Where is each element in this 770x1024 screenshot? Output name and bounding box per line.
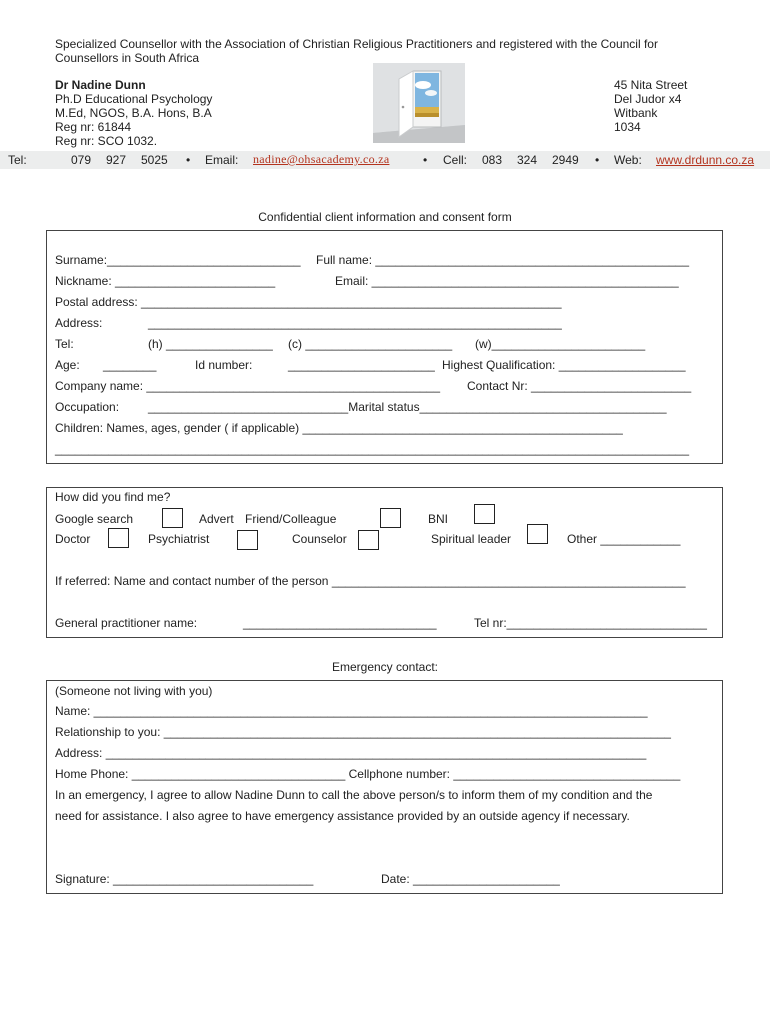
occupation-label: Occupation: <box>55 400 120 414</box>
tel-part-3: 5025 <box>141 153 168 167</box>
option-bni: BNI <box>428 512 449 526</box>
gp-name-field[interactable]: _____________________________ <box>243 616 437 630</box>
option-counselor: Counselor <box>292 532 347 546</box>
cell-label: Cell: <box>443 153 468 167</box>
nickname-field[interactable]: Nickname: ________________________ <box>55 274 276 288</box>
tel-label: Tel: <box>8 153 27 167</box>
option-google-search: Google search <box>55 512 134 526</box>
children-field-line-2[interactable]: _______________________________________________________________________________________________ <box>55 442 690 456</box>
tel-cell-field[interactable]: (c) ______________________ <box>288 337 453 351</box>
email-label: Email: <box>205 153 239 167</box>
home-cell-phone-field[interactable]: Home Phone: ________________________________ Cellphone number: __________________________________ <box>55 767 681 781</box>
age-field[interactable]: ________ <box>103 358 157 372</box>
relationship-field[interactable]: Relationship to you: ____________________________________________________________________________ <box>55 725 671 739</box>
consent-text-line-2: need for assistance. I also agree to have emergency assistance provided by an outside agency if necessary. <box>55 809 630 823</box>
web-label: Web: <box>614 153 642 167</box>
spiritual-leader-checkbox[interactable] <box>527 524 548 544</box>
bullet-3: • <box>595 153 600 167</box>
intro-line-1: Specialized Counsellor with the Association of Christian Religious Practitioners and registered with the Council for <box>55 37 658 51</box>
registration-2: Reg nr: SCO 1032. <box>55 134 158 148</box>
emergency-note: (Someone not living with you) <box>55 684 213 698</box>
address-label: Address: <box>55 316 103 330</box>
referrer-name-field[interactable]: If referred: Name and contact number of the person _____________________________________________________ <box>55 574 686 588</box>
tel-home-field[interactable]: (h) ________________ <box>148 337 273 351</box>
doctor-checkbox[interactable] <box>108 528 129 548</box>
friend-colleague-checkbox[interactable] <box>380 508 401 528</box>
age-label: Age: <box>55 358 80 372</box>
cell-part-2: 324 <box>517 153 538 167</box>
tel-part-1: 079 <box>71 153 92 167</box>
full-name-field[interactable]: Full name: _______________________________________________ <box>316 253 690 267</box>
email-field[interactable]: Email: ______________________________________________ <box>335 274 679 288</box>
contact-nr-field[interactable]: Contact Nr: ________________________ <box>467 379 692 393</box>
registration-1: Reg nr: 61844 <box>55 120 132 134</box>
bni-checkbox[interactable] <box>474 504 495 524</box>
id-number-field[interactable]: ______________________ <box>288 358 435 372</box>
email-link[interactable]: nadine@ohsacademy.co.za <box>253 152 390 166</box>
option-other-field[interactable]: Other ____________ <box>567 532 681 546</box>
qualification-2: M.Ed, NGOS, B.A. Hons, B.A <box>55 106 212 120</box>
intro-line-2: Counsellors in South Africa <box>55 51 200 65</box>
occupation-marital-field[interactable]: ______________________________Marital status_____________________________________ <box>148 400 667 414</box>
date-field[interactable]: Date: ______________________ <box>381 872 560 886</box>
referral-question: How did you find me? <box>55 490 171 504</box>
emergency-name-field[interactable]: Name: ___________________________________________________________________________________ <box>55 704 648 718</box>
gp-tel-field[interactable]: Tel nr:______________________________ <box>474 616 707 630</box>
option-doctor: Doctor <box>55 532 91 546</box>
emergency-address-field[interactable]: Address: _________________________________________________________________________________ <box>55 746 647 760</box>
tel-part-2: 927 <box>106 153 127 167</box>
address-street: 45 Nita Street <box>614 78 688 92</box>
tel-label: Tel: <box>55 337 74 351</box>
address-suburb: Del Judor x4 <box>614 92 682 106</box>
surname-field[interactable]: Surname:_____________________________ <box>55 253 301 267</box>
consent-text-line-1: In an emergency, I agree to allow Nadine Dunn to call the above person/s to inform them of my condition and the <box>55 788 653 802</box>
bullet-2: • <box>423 153 428 167</box>
emergency-contact-title: Emergency contact: <box>331 660 439 674</box>
address-field[interactable]: ______________________________________________________________ <box>148 316 562 330</box>
bullet-1: • <box>186 153 191 167</box>
contact-bar <box>0 151 770 169</box>
option-psychiatrist: Psychiatrist <box>148 532 210 546</box>
website-link[interactable]: www.drdunn.co.za <box>656 153 755 167</box>
highest-qualification-field[interactable]: Highest Qualification: ___________________ <box>442 358 686 372</box>
children-field[interactable]: Children: Names, ages, gender ( if applicable) ________________________________________________ <box>55 421 623 435</box>
option-advert: Advert <box>199 512 234 526</box>
cell-part-3: 2949 <box>552 153 579 167</box>
option-spiritual-leader: Spiritual leader <box>431 532 512 546</box>
address-city: Witbank <box>614 106 658 120</box>
qualification-1: Ph.D Educational Psychology <box>55 92 213 106</box>
postal-address-field[interactable]: Postal address: _______________________________________________________________ <box>55 295 562 309</box>
open-door-image <box>373 63 465 143</box>
form-title: Confidential client information and consent form <box>258 210 512 224</box>
address-postcode: 1034 <box>614 120 641 134</box>
company-name-field[interactable]: Company name: ____________________________________________ <box>55 379 441 393</box>
signature-field[interactable]: Signature: ______________________________ <box>55 872 314 886</box>
tel-work-field[interactable]: (w)_______________________ <box>475 337 646 351</box>
practitioner-name: Dr Nadine Dunn <box>55 78 146 92</box>
id-number-label: Id number: <box>195 358 253 372</box>
psychiatrist-checkbox[interactable] <box>237 530 258 550</box>
counselor-checkbox[interactable] <box>358 530 379 550</box>
cell-part-1: 083 <box>482 153 503 167</box>
gp-name-label: General practitioner name: <box>55 616 198 630</box>
google-search-checkbox[interactable] <box>162 508 183 528</box>
option-friend-colleague: Friend/Colleague <box>245 512 337 526</box>
